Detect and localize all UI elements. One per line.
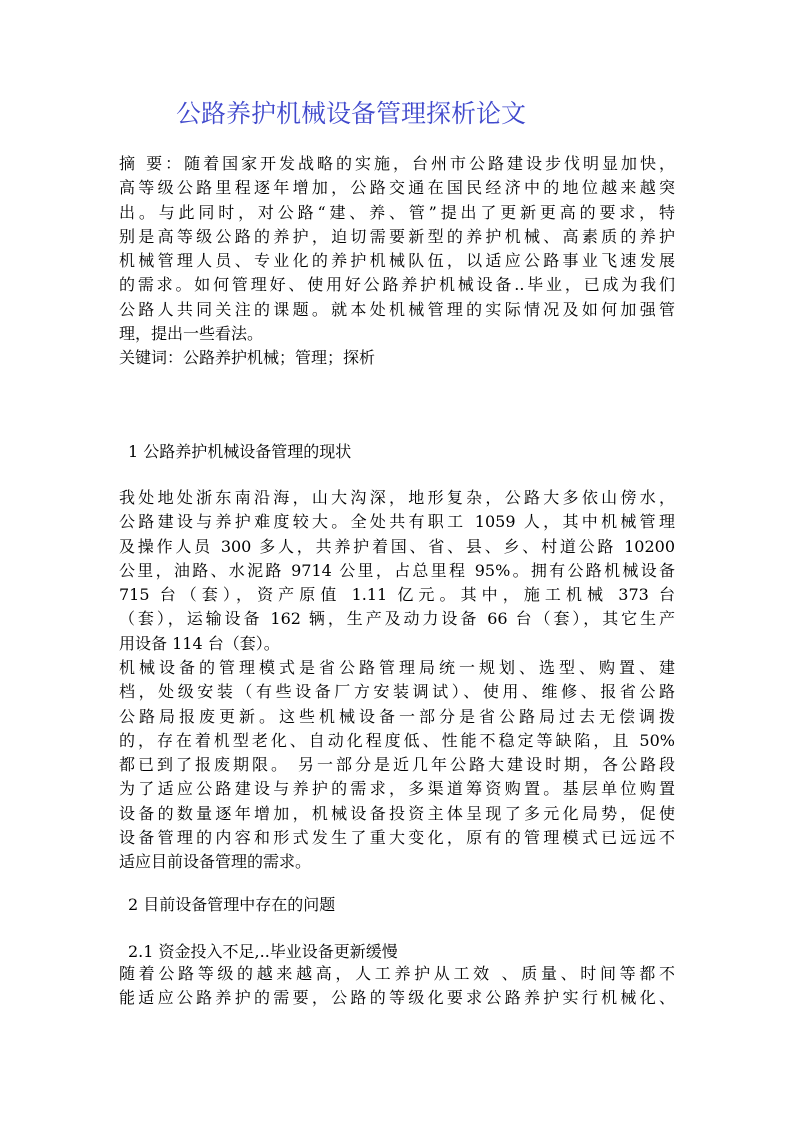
section-2-heading: 2 目前设备管理中存在的问题 [128, 895, 336, 914]
abstract-line: 摘 要：随着国家开发战略的实施，台州市公路建设步伐明显加快， [119, 154, 675, 173]
section-1-heading: 1 公路养护机械设备管理的现状 [128, 442, 352, 461]
section-2-1-heading: 2.1 资金投入不足,..毕业设备更新缓慢 [128, 942, 398, 961]
abstract-line: 理，提出一些看法。 [119, 324, 264, 344]
abstract-paragraph [119, 152, 675, 371]
abstract-line: 高等级公路里程逐年增加，公路交通在国民经济中的地位越来越突 [119, 178, 675, 198]
paragraph-line: 及操作人员 300 多人，共养护着国、省、县、乡、村道公路 10200 [119, 536, 675, 556]
paragraph-line: 公路局报废更新。这些机械设备一部分是省公路局过去无偿调拨 [119, 706, 675, 726]
paragraph-line: 用设备 114 台（套）。 [119, 633, 280, 653]
section-2-1-paragraph [119, 962, 675, 1011]
paragraph-line: 档，处级安装（有些设备厂方安装调试）、使用、维修、报省公路 [119, 682, 675, 702]
paragraph-line: 都已到了报废期限。 另一部分是近几年公路大建设时期，各公路段 [119, 755, 675, 775]
abstract-line: 公路人共同关注的课题。就本处机械管理的实际情况及如何加强管 [119, 299, 675, 319]
document-title: 公路养护机械设备管理探析论文 [176, 99, 527, 128]
paragraph-line: 的，存在着机型老化、自动化程度低、性能不稳定等缺陷，且 50% [119, 730, 675, 750]
paragraph-line: 我处地处浙东南沿海，山大沟深，地形复杂，公路大多依山傍水， [119, 488, 675, 507]
paragraph-line: 能适应公路养护的需要，公路的等级化要求公路养护实行机械化、 [119, 988, 675, 1008]
paragraph-line: 适应目前设备管理的需求。 [119, 852, 312, 872]
section-1-paragraph-2 [119, 656, 675, 875]
paragraph-line: （套），运输设备 162 辆，生产及动力设备 66 台（套），其它生产 [119, 609, 675, 629]
abstract-line: 别是高等级公路的养护，迫切需要新型的养护机械、高素质的养护 [119, 226, 675, 246]
paragraph-line: 随着公路等级的越来越高，人工养护从工效 、质量、时间等都不 [119, 964, 675, 983]
abstract-line: 的需求。如何管理好、使用好公路养护机械设备..毕业，已成为我们 [119, 275, 675, 295]
section-1-paragraph-1 [119, 486, 675, 656]
paragraph-line: 设备管理的内容和形式发生了重大变化，原有的管理模式已远远不 [119, 828, 675, 848]
abstract-line: 出。与此同时，对公路“建、养、管”提出了更新更高的要求，特 [119, 202, 675, 222]
paragraph-line: 机械设备的管理模式是省公路管理局统一规划、选型、购置、建 [119, 658, 675, 677]
paragraph-line: 设备的数量逐年增加，机械设备投资主体呈现了多元化局势，促使 [119, 803, 675, 823]
paragraph-line: 715 台（套），资产原值 1.11 亿元。其中，施工机械 373 台 [119, 585, 675, 605]
paragraph-line: 公路建设与养护难度较大。全处共有职工 1059 人，其中机械管理 [119, 512, 675, 532]
paragraph-line: 公里，油路、水泥路 9714 公里，占总里程 95%。拥有公路机械设备 [119, 560, 675, 580]
paragraph-line: 为了适应公路建设与养护的需求，多渠道筹资购置。基层单位购置 [119, 779, 675, 799]
keywords-line: 关键词：公路养护机械；管理；探析 [119, 348, 376, 368]
abstract-line: 机械管理人员、专业化的养护机械队伍，以适应公路事业飞速发展 [119, 251, 675, 271]
